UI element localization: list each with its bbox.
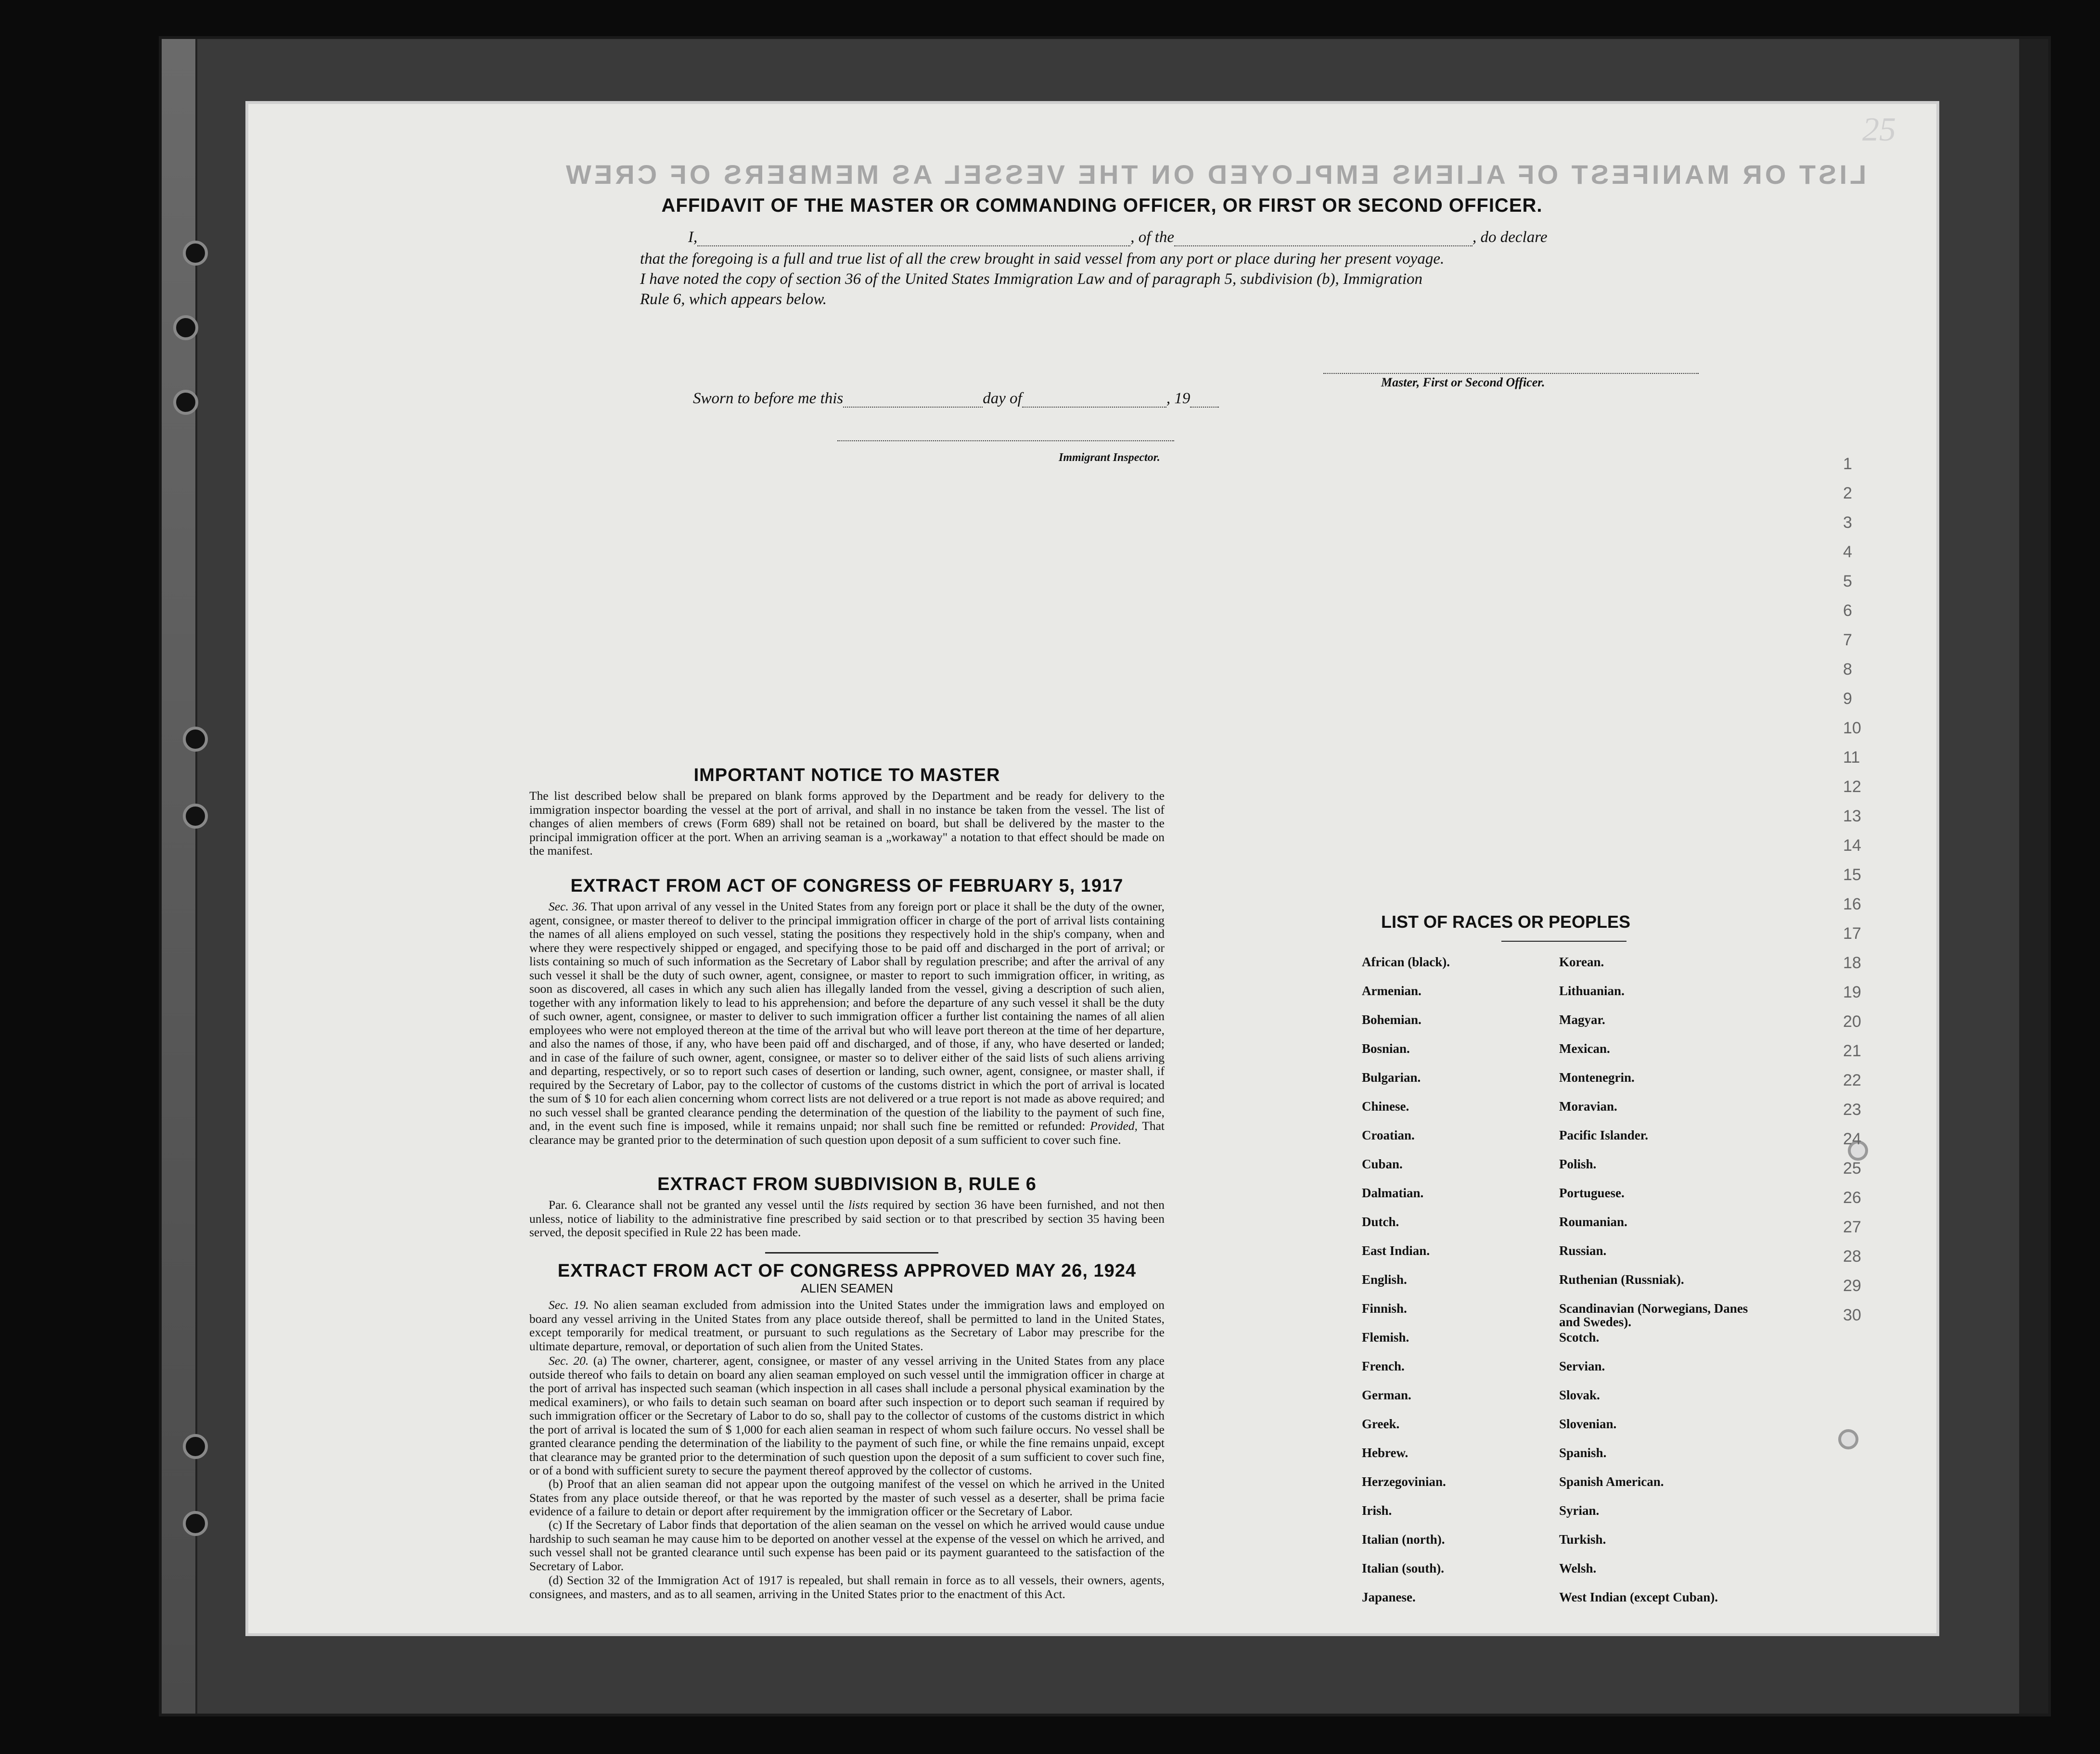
bleed-through-row-number: 3 (1843, 513, 1852, 532)
punch-hole (173, 315, 198, 340)
race-item: Polish. (1559, 1157, 1597, 1171)
race-item: Welsh. (1559, 1561, 1597, 1575)
race-item: Magyar. (1559, 1012, 1605, 1027)
race-item: Lithuanian. (1559, 984, 1625, 998)
bleed-through-row-number: 25 (1843, 1159, 1861, 1178)
punch-hole (173, 390, 198, 415)
bleed-through-row-number: 2 (1843, 484, 1852, 502)
race-item: Syrian. (1559, 1503, 1600, 1518)
race-item: Italian (north). (1362, 1532, 1445, 1547)
race-item: Finnish. (1362, 1301, 1407, 1316)
race-item: Cuban. (1362, 1157, 1403, 1171)
race-item: Spanish. (1559, 1446, 1607, 1460)
film-edge-ruler (162, 39, 197, 1714)
race-item: Scandinavian (Norwegians, Danes and Swedes). (1559, 1301, 1748, 1329)
bleed-through-row-number: 20 (1843, 1012, 1861, 1031)
race-item: East Indian. (1362, 1243, 1430, 1258)
bleed-through-row-number: 6 (1843, 602, 1852, 620)
race-item: Turkish. (1559, 1532, 1606, 1547)
handwritten-sheet-number: 25 (1862, 111, 1896, 148)
master-label: Master, First or Second Officer. (1381, 375, 1545, 389)
race-item: Slovenian. (1559, 1417, 1617, 1431)
race-item: Pacific Islander. (1559, 1128, 1648, 1142)
punch-hole (1838, 1429, 1858, 1449)
races-rule (1501, 941, 1626, 942)
notice-text: The list described below shall be prepared on blank forms approved by the Department and be ready for delivery to the immigration inspector boarding the vessel at the port of arrival, and shall in no instance be taken from the vessel. The list of changes of alien members of crews (Form 689) shall not be retained on board, but shall be delivered by the master to the principal immigration officer at the port. When an arriving seaman is a „workaway" a notation to that effect should be made on the manifest. (529, 789, 1165, 858)
notice-heading: IMPORTANT NOTICE TO MASTER (693, 765, 1000, 785)
inspector-signature-line (837, 440, 1174, 441)
bleed-through-row-number: 7 (1843, 631, 1852, 649)
punch-hole (183, 241, 208, 266)
race-item: West Indian (except Cuban). (1559, 1590, 1718, 1604)
divider-rule (765, 1252, 938, 1254)
bleed-through-row-number: 5 (1843, 572, 1852, 590)
punch-hole (183, 1511, 208, 1536)
race-item: Bohemian. (1362, 1012, 1421, 1027)
bleed-through-row-number: 8 (1843, 660, 1852, 679)
bleed-through-row-number: 28 (1843, 1247, 1861, 1266)
extract-rule6-text: Par. 6. Clearance shall not be granted any vessel until the lists required by section 36 have been furnished, and not then unless, notice of liability to the administrative fine prescribed by said section or to that prescribed by section 35 having been served, the deposit specified in Rule 22 has been made. (529, 1198, 1165, 1239)
bleed-through-row-number: 13 (1843, 807, 1861, 825)
race-item: Ruthenian (Russniak). (1559, 1272, 1684, 1287)
bleed-through-row-number: 19 (1843, 983, 1861, 1001)
bleed-through-row-number: 26 (1843, 1189, 1861, 1207)
race-item: German. (1362, 1388, 1411, 1402)
race-item: Spanish American. (1559, 1474, 1664, 1489)
master-signature-line (1323, 373, 1699, 374)
race-item: African (black). (1362, 955, 1450, 969)
race-item: Flemish. (1362, 1330, 1409, 1344)
race-item: English. (1362, 1272, 1407, 1287)
race-item: Dutch. (1362, 1215, 1399, 1229)
sworn-line: Sworn to before me this day of , 19 (693, 390, 1219, 408)
race-item: Greek. (1362, 1417, 1400, 1431)
bleed-through-row-number: 21 (1843, 1042, 1861, 1060)
race-item: Servian. (1559, 1359, 1605, 1373)
sec19-text: Sec. 19. No alien seaman excluded from admission into the United States under the immigration laws and employed on board any vessel arriving in the United States from any place outside thereof, shall be permitted to land in the United States, except temporarily for medical treatment, or pursuant to such regulations as the Secretary of Labor may prescribe for the ultimate departure, removal, or deportation of such alien from the United States. (529, 1298, 1165, 1353)
extract-rule6-heading: EXTRACT FROM SUBDIVISION B, RULE 6 (657, 1174, 1037, 1194)
bleed-through-row-number: 11 (1843, 748, 1860, 767)
film-edge-right (2019, 39, 2048, 1714)
race-item: Roumanian. (1559, 1215, 1627, 1229)
punch-hole (183, 1434, 208, 1459)
bleed-through-row-number: 18 (1843, 954, 1861, 972)
bleed-through-row-number: 15 (1843, 866, 1861, 884)
race-item: Herzegovinian. (1362, 1474, 1446, 1489)
sec20d-text: (d) Section 32 of the Immigration Act of 1917 is repealed, but shall remain in force as to all vessels, their owners, agents, consignees, and masters, and as to all seamen, arriving in the United States prior to the enactment of this Act. (529, 1573, 1165, 1601)
bleed-through-row-number: 9 (1843, 690, 1852, 708)
races-title: LIST OF RACES OR PEOPLES (1381, 912, 1631, 932)
bleed-through-header: LIST OR MANIFEST OF ALIENS EMPLOYED ON THE VESSEL AS MEMBERS OF CREW (563, 159, 1867, 190)
race-item: Mexican. (1559, 1041, 1610, 1056)
race-item: Chinese. (1362, 1099, 1409, 1114)
bleed-through-row-number: 29 (1843, 1277, 1861, 1295)
bleed-through-row-number: 22 (1843, 1071, 1861, 1089)
race-item: Korean. (1559, 955, 1604, 969)
bleed-through-row-number: 14 (1843, 836, 1861, 855)
bleed-through-row-number: 27 (1843, 1218, 1861, 1236)
bleed-through-row-number: 23 (1843, 1101, 1861, 1119)
sec20a-text: Sec. 20. (a) The owner, charterer, agent, consignee, or master of any vessel arriving in the United States from any place outside thereof who fails to detain on board any alien seaman employed on such vessel until the immigration officer in charge at the port of arrival has inspected such seaman (which inspection in all cases shall include a personal physical examination by the medical examiners), or who fails to detain such seaman on board after such inspection or to deport such seaman if required by such immigration officer or the Secretary of Labor to do so, shall pay to the collector of customs of the customs district in which the port of arrival is located the sum of $ 1,000 for each alien seaman in respect of whom such failure occurs. No vessel shall be granted clearance pending the determination of the liability to the payment of such fine, or while the fine remains unpaid, except that clearance may be granted prior to the determination of such question upon the deposit of a sum sufficient to cover such fine, or of a bond with sufficient surety to secure the payment thereof approved by the collector of customs. (529, 1354, 1165, 1477)
bleed-through-row-number: 1 (1843, 455, 1852, 473)
punch-hole (183, 804, 208, 829)
bleed-through-row-number: 12 (1843, 778, 1861, 796)
race-item: Dalmatian. (1362, 1186, 1424, 1200)
race-item: Bosnian. (1362, 1041, 1410, 1056)
race-item: Moravian. (1559, 1099, 1617, 1114)
bleed-through-row-number: 17 (1843, 924, 1861, 943)
bleed-through-row-number: 16 (1843, 895, 1861, 913)
manifest-page (245, 101, 1939, 1636)
race-item: Portuguese. (1559, 1186, 1625, 1200)
sec20b-text: (b) Proof that an alien seaman did not appear upon the outgoing manifest of the vessel on which he arrived in the United States from any place outside thereof, or that he was reported by the master of such vessel as a deserter, shall be prima facie evidence of a failure to detain or deport after requirement by the immigration officer or the Secretary of Labor. (529, 1477, 1165, 1518)
race-item: Scotch. (1559, 1330, 1600, 1344)
races-left-column (1362, 955, 1545, 1619)
race-item: Hebrew. (1362, 1446, 1409, 1460)
race-item: Croatian. (1362, 1128, 1415, 1142)
bleed-through-row-number: 4 (1843, 543, 1852, 561)
inspector-label: Immigrant Inspector. (1059, 451, 1160, 464)
affidavit-title: AFFIDAVIT OF THE MASTER OR COMMANDING OFFICER, OR FIRST OR SECOND OFFICER. (661, 195, 1543, 216)
affidavit-line-2: that the foregoing is a full and true list of all the crew brought in said vessel from any port or place during her present voyage. (640, 250, 1445, 268)
extract-1924-heading: EXTRACT FROM ACT OF CONGRESS APPROVED MAY 26, 1924 (557, 1261, 1137, 1281)
affidavit-line-4: Rule 6, which appears below. (640, 291, 827, 308)
bleed-through-row-number: 24 (1843, 1130, 1861, 1148)
affidavit-line-1: I, , of the , do declare (688, 229, 1548, 246)
bleed-through-row-number: 10 (1843, 719, 1861, 737)
affidavit-line-3: I have noted the copy of section 36 of the United States Immigration Law and of paragraph 5, subdivision (b), Immigration (640, 270, 1423, 288)
race-item: Japanese. (1362, 1590, 1416, 1604)
races-right-column (1559, 955, 1761, 1619)
race-item: Bulgarian. (1362, 1070, 1421, 1085)
race-item: French. (1362, 1359, 1405, 1373)
race-item: Irish. (1362, 1503, 1392, 1518)
punch-hole (183, 727, 208, 752)
sec20c-text: (c) If the Secretary of Labor finds that deportation of the alien seaman on the vessel on which he arrived would cause undue hardship to such seaman he may cause him to be deported on another vessel at the expense of the vessel on which he arrived, and such vessel shall not be granted clearance until such expense has been paid or its payment guaranteed to the satisfaction of the Secretary of Labor. (529, 1518, 1165, 1573)
extract-1917-heading: EXTRACT FROM ACT OF CONGRESS OF FEBRUARY 5, 1917 (570, 876, 1124, 896)
race-item: Italian (south). (1362, 1561, 1445, 1575)
race-item: Russian. (1559, 1243, 1607, 1258)
race-item: Armenian. (1362, 984, 1421, 998)
race-item: Slovak. (1559, 1388, 1600, 1402)
extract-1924-subheading: ALIEN SEAMEN (800, 1281, 894, 1295)
race-item: Montenegrin. (1559, 1070, 1635, 1085)
extract-1917-text: Sec. 36. That upon arrival of any vessel in the United States from any foreign port or place it shall be the duty of the owner, agent, consignee, or master thereof to deliver to the principal immigration officer in charge of the port of arrival lists containing the names of all aliens employed on such vessel, stating the positions they respectively hold in the ship's company, when and where they were respectively shipped or engaged, and specifying those to be paid off and discharged in the port of arrival; or lists containing so much of such information as the Secretary of Labor shall by regulation prescribe; and after the arrival of any such vessel it shall be the duty of such owner, agent, consignee, or master to report to such immigration officer, in writing, as soon as discovered, all cases in which any such alien has illegally landed from the vessel, giving a description of such alien, together with any information likely to lead to his apprehension; and before the departure of any such vessel it shall be the duty of such owner, agent, consignee, or master to deliver to such immigration officer a further list containing the names of all alien employees who were not employed thereon at the time of the arrival but who will leave port thereon at the time of her departure, and also the names of those, if any, who have been paid off and discharged, and of those, if any, who have deserted or landed; and in case of the failure of such owner, agent, consignee, or master so to deliver either of the said lists of such aliens arriving and departing, respectively, or so to report such cases of desertion or landing, such owner, agent, consignee, or master shall, if required by the Secretary of Labor, pay to the collector of customs of the customs district in which the port of arrival is located the sum of $ 10 for each alien concerning whom correct lists are not delivered or a true report is not made as above required; and no such vessel shall be granted clearance pending the determination of the question of the liability to the payment of such fine, and, in the event such fine is imposed, while it remains unpaid; nor shall such fine be remitted or refunded: Provided, That clearance may be granted prior to the determination of such question upon deposit of a sum sufficient to cover such fine. (529, 899, 1165, 1147)
bleed-through-row-number: 30 (1843, 1306, 1861, 1324)
